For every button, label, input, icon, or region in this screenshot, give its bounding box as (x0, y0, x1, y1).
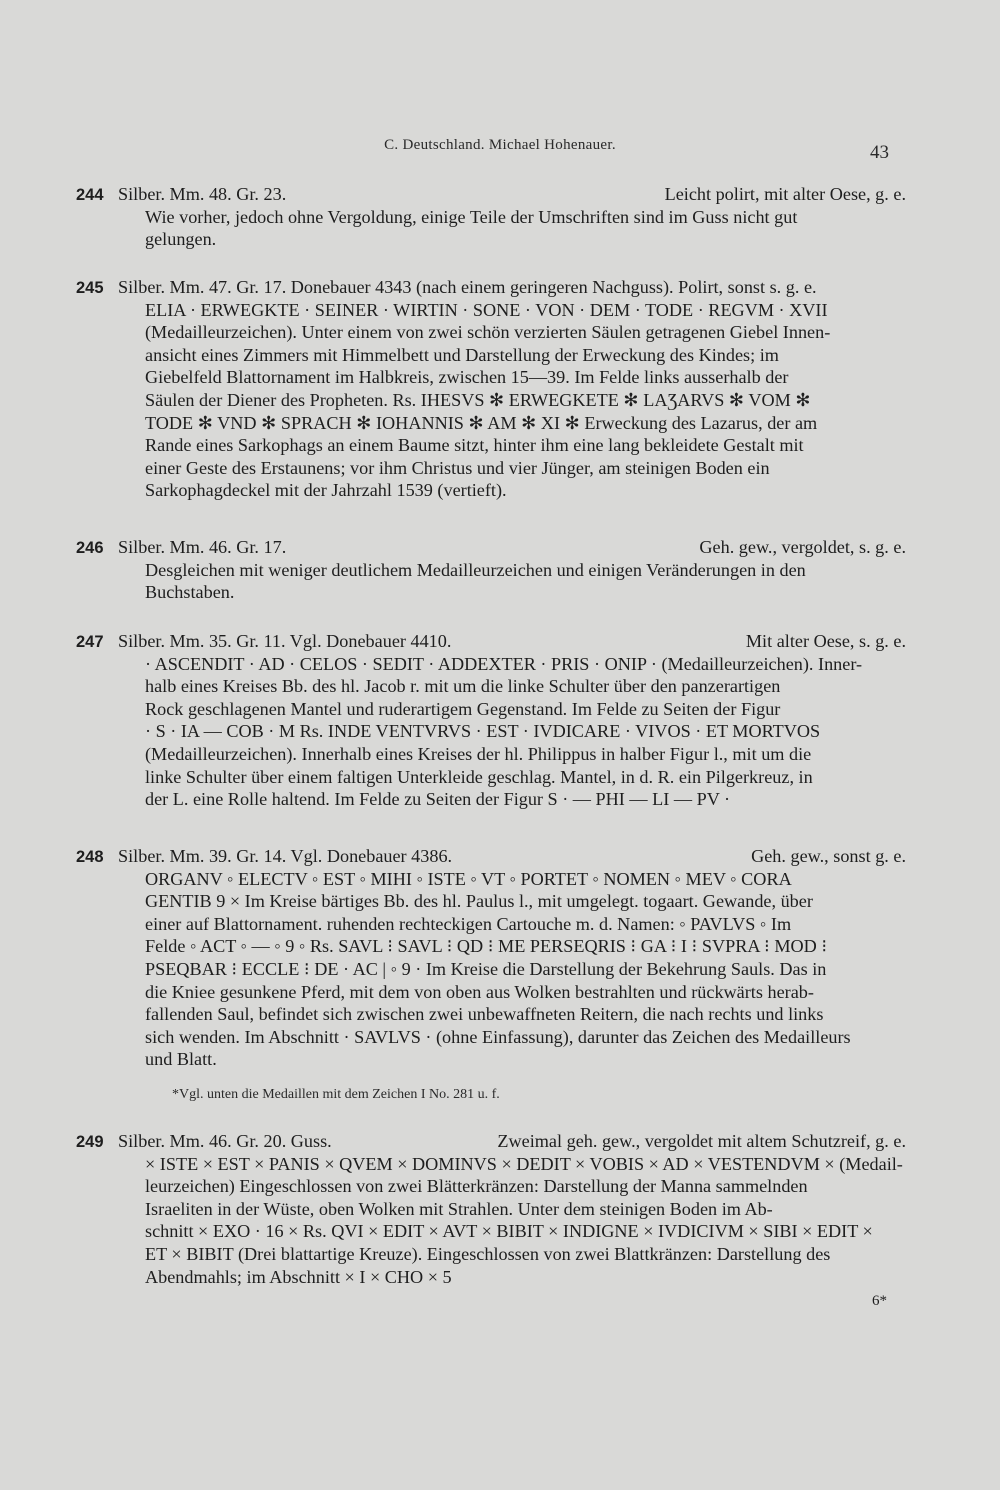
entry-specs: Silber. Mm. 47. Gr. 17. Donebauer 4343 (nach einem geringeren Nachguss). Polirt, sonst s. g. e. (118, 277, 817, 297)
entry-line: ORGANV ◦ ELECTV ◦ EST ◦ MIHI ◦ ISTE ◦ VT ◦ PORTET ◦ NOMEN ◦ MEV ◦ CORA (145, 868, 792, 889)
entry-condition: Geh. gew., vergoldet, s. g. e. (699, 537, 906, 557)
entry-line: gelungen. (145, 229, 217, 250)
signature-mark: 6* (872, 1293, 887, 1309)
entry-line: die Kniee gesunkene Pferd, mit dem von oben aus Wolken bestrahlten und rückwärts herab- (145, 981, 814, 1002)
entry-line: Desgleichen mit weniger deutlichem Medailleurzeichen und einigen Veränderungen in den (145, 559, 806, 580)
entry-line: (Medailleurzeichen). Innerhalb eines Kreises der hl. Philippus in halber Figur l., mit um die (145, 743, 812, 764)
entry-specs: Silber. Mm. 46. Gr. 17. (118, 537, 287, 557)
entry-line: ELIA · ERWEGKTE · SEINER · WIRTIN · SONE · VON · DEM · TODE · REGVM · XVII (145, 299, 828, 320)
entry-line: Sarkophagdeckel mit der Jahrzahl 1539 (vertieft). (145, 480, 507, 501)
entry-head (76, 630, 906, 653)
catalog-entry-244 (76, 183, 906, 251)
entry-line: Israeliten in der Wüste, oben Wolken mit Strahlen. Unter dem steinigen Boden im Ab- (145, 1198, 773, 1219)
catalog-entry-248 (76, 845, 906, 1071)
entry-number: 246 (76, 539, 104, 557)
entry-condition: Geh. gew., sonst g. e. (751, 846, 906, 866)
entry-line: ET × BIBIT (Drei blattartige Kreuze). Eingeschlossen von zwei Blattkränzen: Darstellung des (145, 1243, 831, 1264)
entry-specs: Silber. Mm. 35. Gr. 11. Vgl. Donebauer 4410. (118, 631, 452, 651)
entry-head (76, 845, 906, 868)
entry-number: 248 (76, 848, 104, 866)
catalog-entry-247 (76, 630, 906, 811)
entry-line: Säulen der Diener des Propheten. Rs. IHESVS ✻ ERWEGKETE ✻ LAƷARVS ✻ VOM ✻ (145, 389, 811, 410)
entry-line: Rande eines Sarkophags an einem Baume sitzt, hinter ihm eine lang bekleidete Gestalt mit (145, 435, 804, 456)
entry-head (76, 183, 906, 206)
entry-line: sich wenden. Im Abschnitt · SAVLVS · (ohne Einfassung), darunter das Zeichen des Medailleurs (145, 1026, 851, 1047)
entry-line: ansicht eines Zimmers mit Himmelbett und Darstellung der Erweckung des Kindes; im (145, 344, 779, 365)
entry-line: × ISTE × EST × PANIS × QVEM × DOMINVS × DEDIT × VOBIS × AD × VESTENDVM × (Medail- (145, 1153, 903, 1174)
entry-line: Abendmahls; im Abschnitt × I × CHO × 5 (145, 1266, 452, 1287)
entry-number: 249 (76, 1133, 104, 1151)
catalog-entry-246 (76, 536, 906, 604)
entry-line: Rock geschlagenen Mantel und ruderartigem Gegenstand. Im Felde zu Seiten der Figur (145, 698, 781, 719)
entry-line: Giebelfeld Blattornament im Halbkreis, zwischen 15—39. Im Felde links ausserhalb der (145, 367, 789, 388)
entry-line: · ASCENDIT · AD · CELOS · SEDIT · ADDEXTER · PRIS · ONIP · (Medailleurzeichen). Inner- (145, 653, 863, 674)
entry-line: GENTIB 9 × Im Kreise bärtiges Bb. des hl. Paulus l., mit umgelegt. togaart. Gewande, über (145, 891, 813, 912)
entry-line: einer Geste des Erstaunens; vor ihm Christus und vier Jünger, am steinigen Boden ein (145, 457, 770, 478)
entry-line: TODE ✻ VND ✻ SPRACH ✻ IOHANNIS ✻ AM ✻ XI ✻ Erweckung des Lazarus, der am (145, 412, 818, 433)
entry-line: Buchstaben. (145, 582, 235, 603)
page-number: 43 (870, 142, 889, 163)
entry-line: · S · IA — COB · M Rs. INDE VENTVRVS · EST · IVDICARE · VIVOS · ET MORTVOS (145, 721, 821, 742)
entry-line: leurzeichen) Eingeschlossen von zwei Blätterkränzen: Darstellung der Manna sammelnden (145, 1176, 808, 1197)
footnote: *Vgl. unten die Medaillen mit dem Zeichen I No. 281 u. f. (172, 1087, 500, 1102)
entry-number: 244 (76, 186, 104, 204)
entry-condition: Leicht polirt, mit alter Oese, g. e. (664, 184, 906, 204)
entry-line: Wie vorher, jedoch ohne Vergoldung, einige Teile der Umschriften sind im Guss nicht gut (145, 206, 798, 227)
entry-line: halb eines Kreises Bb. des hl. Jacob r. mit um die linke Schulter über den panzerartigen (145, 676, 781, 697)
entry-head (76, 1130, 906, 1153)
entry-specs: Silber. Mm. 48. Gr. 23. (118, 184, 287, 204)
entry-line: PSEQBAR ⁝ ECCLE ⁝ DE · AC | ◦ 9 · Im Kreise die Darstellung der Bekehrung Sauls. Das in (145, 958, 827, 979)
entry-line: fallenden Saul, befindet sich zwischen zwei unbewaffneten Reitern, die nach rechts und links (145, 1004, 824, 1025)
entry-line: (Medailleurzeichen). Unter einem von zwei schön verzierten Säulen getragenen Giebel Innen- (145, 322, 831, 343)
entry-line: einer auf Blattornament. ruhenden rechteckigen Cartouche m. d. Namen: ◦ PAVLVS ◦ Im (145, 913, 792, 934)
entry-line: der L. eine Rolle haltend. Im Felde zu Seiten der Figur S · — PHI — LI — PV · (145, 789, 731, 810)
entry-line: Felde ◦ ACT ◦ — ◦ 9 ◦ Rs. SAVL ⁝ SAVL ⁝ QD ⁝ ME PERSEQRIS ⁝ GA ⁝ I ⁝ SVPRA ⁝ MOD ⁝ (145, 936, 828, 957)
entry-specs: Silber. Mm. 46. Gr. 20. Guss. (118, 1131, 332, 1151)
entry-condition: Zweimal geh. gew., vergoldet mit altem Schutzreif, g. e. (497, 1131, 906, 1151)
catalog-entry-249 (76, 1130, 906, 1288)
entry-condition: Mit alter Oese, s. g. e. (745, 631, 906, 651)
entry-head (76, 276, 906, 299)
entry-number: 247 (76, 633, 104, 651)
entry-specs: Silber. Mm. 39. Gr. 14. Vgl. Donebauer 4386. (118, 846, 453, 866)
running-head: C. Deutschland. Michael Hohenauer. (384, 137, 616, 153)
entry-number: 245 (76, 279, 104, 297)
entry-head (76, 536, 906, 559)
catalog-entry-245 (76, 276, 906, 502)
entry-line: linke Schulter über einem faltigen Unterkleide geschlag. Mantel, in d. R. ein Pilgerkreuz, in (145, 766, 813, 787)
entry-line: schnitt × EXO · 16 × Rs. QVI × EDIT × AVT × BIBIT × INDIGNE × IVDICIVM × SIBI × EDIT × (145, 1221, 873, 1242)
entry-line: und Blatt. (145, 1049, 217, 1070)
